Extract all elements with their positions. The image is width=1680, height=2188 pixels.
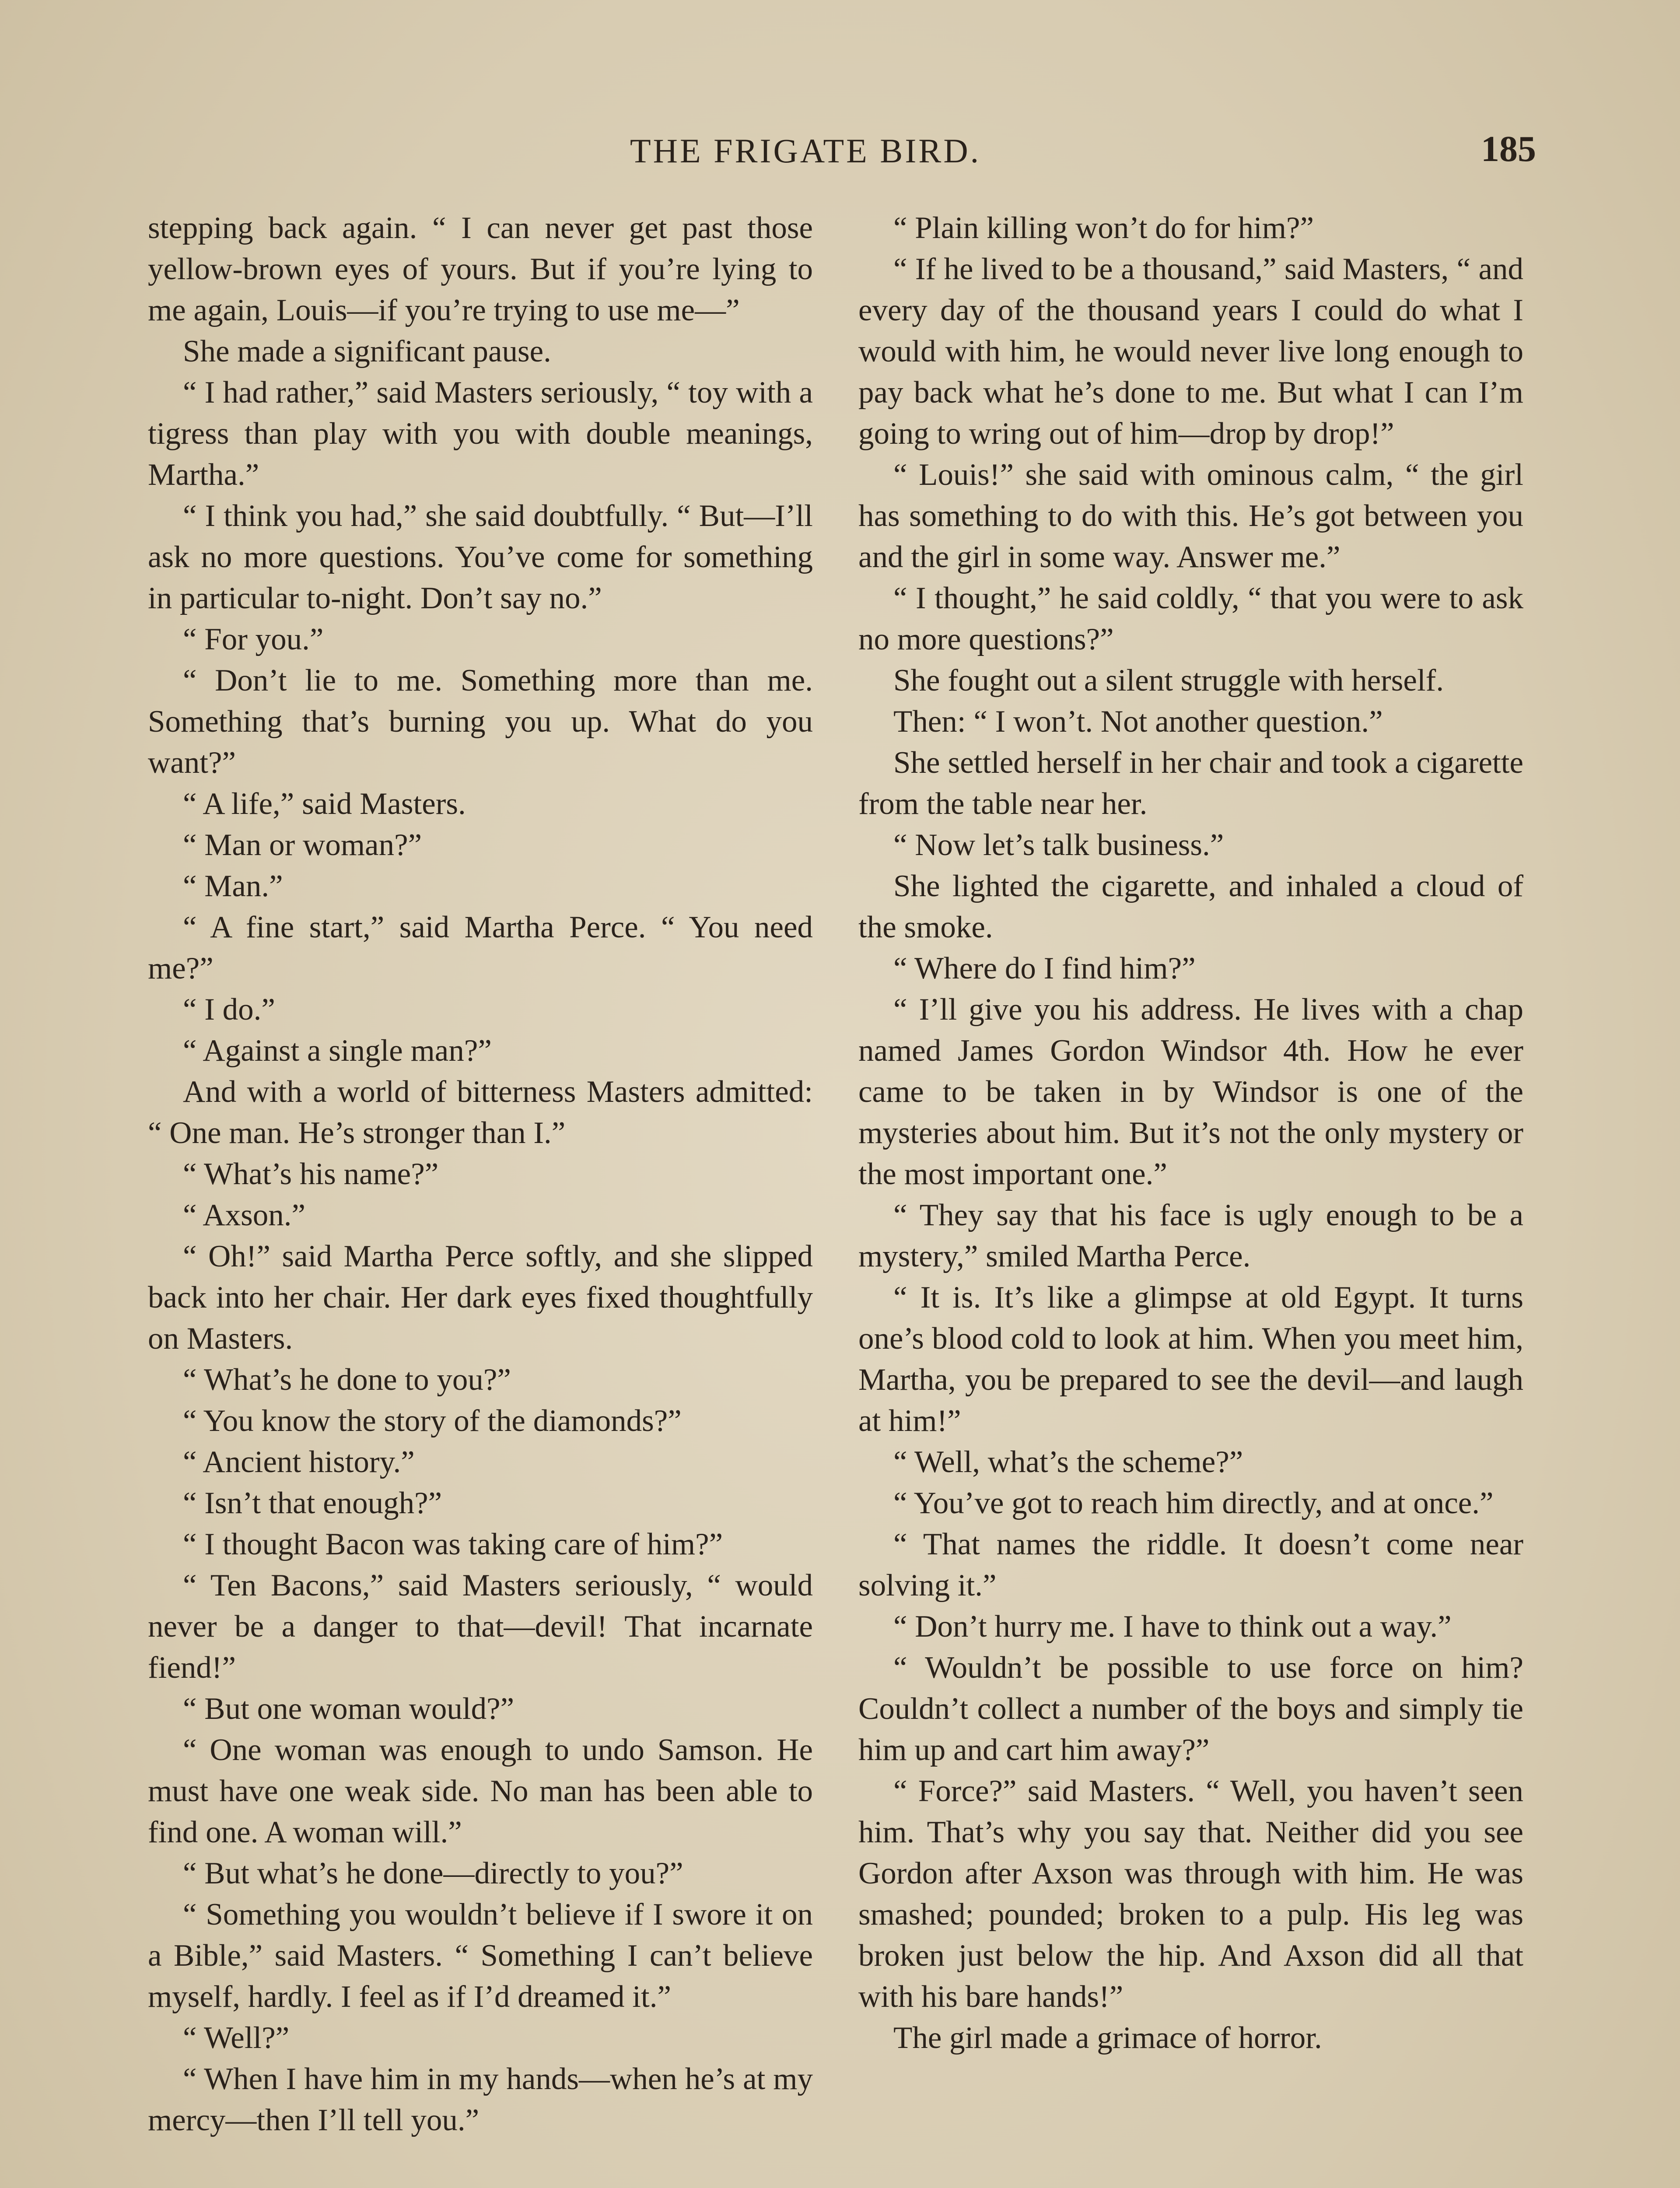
paragraph: Then: “ I won’t. Not another question.” (893, 705, 1383, 739)
paragraph: “ Axson.” (183, 1198, 306, 1232)
paragraph: She fought out a silent struggle with herself. (893, 663, 1444, 698)
paragraph: “ But one woman would?” (183, 1692, 514, 1726)
paragraph: “ Man.” (183, 869, 283, 903)
paragraph: And with a world of bitterness Masters admitted: “ One man. He’s stronger than I.” (148, 1075, 813, 1150)
paragraph: “ Now let’s talk business.” (893, 828, 1224, 862)
paragraph: “ But what’s he done—directly to you?” (183, 1856, 683, 1890)
paragraph: “ Well, what’s the scheme?” (893, 1445, 1243, 1479)
paragraph: “ I do.” (183, 992, 275, 1027)
paragraph: “ What’s he done to you?” (183, 1363, 511, 1397)
left-column (148, 207, 813, 2141)
paragraph: “ I thought Bacon was taking care of him?” (183, 1527, 723, 1561)
paragraph: “ It is. It’s like a glimpse at old Egypt. It turns one’s blood cold to look at him. When you meet him, Martha, you be prepared to see the devil—and laugh at him!” (858, 1280, 1523, 1438)
paragraph: “ Isn’t that enough?” (183, 1486, 442, 1520)
paragraph: “ When I have him in my hands—when he’s at my mercy—then I’ll tell you.” (148, 2062, 813, 2137)
page-number: 185 (1481, 129, 1536, 169)
right-column (858, 207, 1523, 2058)
paragraph: “ Something you wouldn’t believe if I swore it on a Bible,” said Masters. “ Something I can’t believe myself, hardly. I feel as if I’d dreamed it.” (148, 1897, 813, 2014)
paragraph: “ Oh!” said Martha Perce softly, and she slipped back into her chair. Her dark eyes fixed thoughtfully on Masters. (148, 1239, 813, 1356)
paragraph: The girl made a grimace of horror. (893, 2021, 1322, 2055)
paragraph: “ What’s his name?” (183, 1157, 439, 1191)
paragraph: “ A fine start,” said Martha Perce. “ You need me?” (148, 910, 813, 985)
paragraph: “ Plain killing won’t do for him?” (893, 211, 1314, 245)
paragraph: “ I’ll give you his address. He lives with a chap named James Gordon Windsor 4th. How he ever came to be taken in by Windsor is one of the mysteries about him. But it’s not the only mystery or the most important one.” (858, 992, 1523, 1191)
paragraph: “ For you.” (183, 622, 324, 656)
paragraph: “ If he lived to be a thousand,” said Masters, “ and every day of the thousand years I could do what I would with him, he would never live long enough to pay back what he’s done to me. But what I can I’m going to wring out of him—drop by drop!” (858, 252, 1523, 451)
paragraph: “ Against a single man?” (183, 1034, 492, 1068)
paragraph: She made a significant pause. (183, 334, 551, 368)
paragraph: “ Wouldn’t be possible to use force on him? Couldn’t collect a number of the boys and simply tie him up and cart him away?” (858, 1651, 1523, 1767)
paragraph: “ I had rather,” said Masters seriously, “ toy with a tigress than play with you with double meanings, Martha.” (148, 375, 813, 492)
paragraph: “ Ancient history.” (183, 1445, 415, 1479)
paragraph: She lighted the cigarette, and inhaled a cloud of the smoke. (858, 869, 1523, 944)
paragraph: “ Where do I find him?” (893, 951, 1196, 985)
paragraph: stepping back again. “ I can never get past those yellow-brown eyes of yours. But if you’re lying to me again, Louis—if you’re trying to use me—” (148, 211, 813, 327)
paragraph: “ Ten Bacons,” said Masters seriously, “ would never be a danger to that—devil! That incarnate fiend!” (148, 1568, 813, 1685)
paragraph: “ Man or woman?” (183, 828, 422, 862)
paragraph: “ They say that his face is ugly enough to be a mystery,” smiled Martha Perce. (858, 1198, 1523, 1273)
paragraph: “ Force?” said Masters. “ Well, you haven’t seen him. That’s why you say that. Neither did you see Gordon after Axson was through with him. He was smashed; pounded; broken to a pulp. His leg was broken just below the hip. And Axson did all that with his bare hands!” (858, 1774, 1523, 2014)
paragraph: “ I thought,” he said coldly, “ that you were to ask no more questions?” (858, 581, 1523, 656)
paragraph: “ Don’t hurry me. I have to think out a way.” (893, 1609, 1452, 1644)
paragraph: She settled herself in her chair and took a cigarette from the table near her. (858, 746, 1523, 821)
running-title: THE FRIGATE BIRD. (630, 132, 981, 170)
paragraph: “ One woman was enough to undo Samson. He must have one weak side. No man has been able to find one. A woman will.” (148, 1733, 813, 1849)
paragraph: “ A life,” said Masters. (183, 787, 466, 821)
paragraph: “ Louis!” she said with ominous calm, “ the girl has something to do with this. He’s got between you and the girl in some way. Answer me.” (858, 458, 1523, 574)
paragraph: “ Don’t lie to me. Something more than me. Something that’s burning you up. What do you want?” (148, 663, 813, 780)
paragraph: “ Well?” (183, 2021, 290, 2055)
paragraph: “ That names the riddle. It doesn’t come near solving it.” (858, 1527, 1523, 1602)
paragraph: “ You know the story of the diamonds?” (183, 1404, 682, 1438)
paragraph: “ I think you had,” she said doubtfully. “ But—I’ll ask no more questions. You’ve come for something in particular to-night. Don’t say no.” (148, 499, 813, 615)
paragraph: “ You’ve got to reach him directly, and at once.” (893, 1486, 1494, 1520)
